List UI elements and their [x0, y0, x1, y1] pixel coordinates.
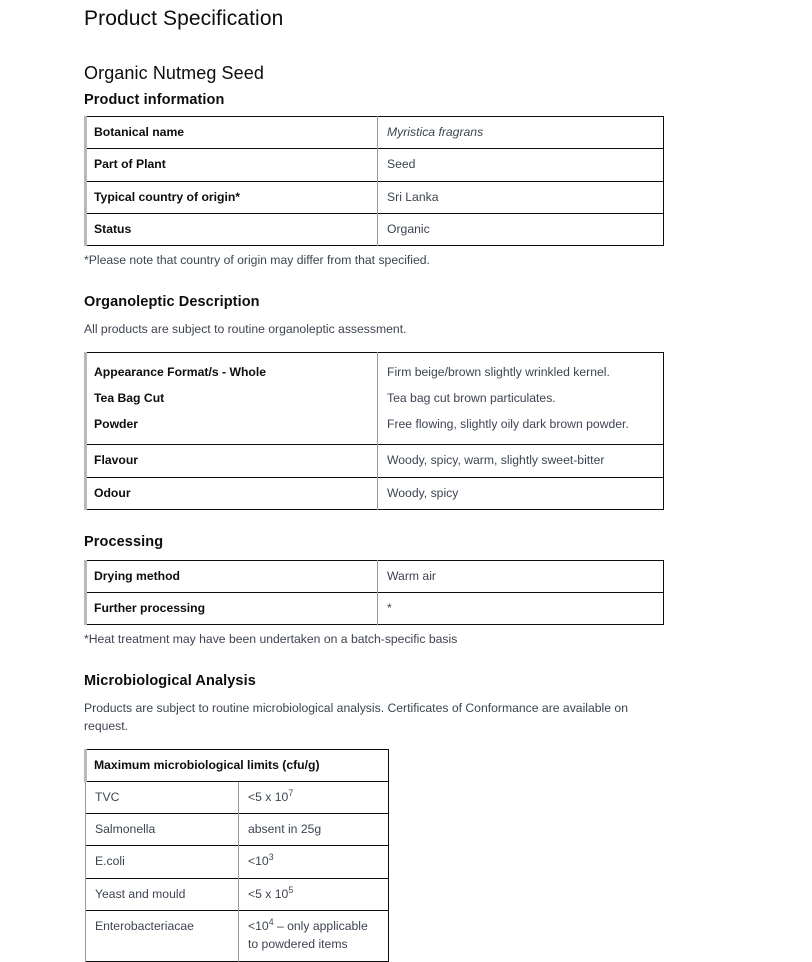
micro-limit-base: absent in 25g: [248, 822, 322, 837]
table-row: [86, 181, 664, 213]
table-row: [86, 814, 389, 846]
row-value: Myristica fragrans: [378, 117, 664, 149]
micro-organism-name: Enterobacteriacae: [86, 911, 239, 962]
micro-limit-value: [239, 814, 389, 846]
document-title: Product Specification: [84, 7, 284, 30]
table-row: [86, 560, 664, 592]
table-row: [86, 911, 389, 962]
product-name-heading: Organic Nutmeg Seed: [84, 63, 264, 83]
row-value: *: [378, 593, 664, 625]
microbiological-body: [86, 749, 389, 961]
processing-table: [84, 560, 664, 626]
organoleptic-intro: All products are subject to routine organoleptic assessment.: [84, 321, 407, 336]
row-value: Warm air: [378, 560, 664, 592]
row-key: Typical country of origin*: [86, 181, 378, 213]
row-value: Organic: [378, 213, 664, 245]
micro-limit-base: <10: [248, 919, 269, 933]
appearance-format-whole: Appearance Format/s - Whole: [94, 364, 267, 379]
table-row: [86, 781, 389, 813]
row-key: Drying method: [86, 560, 378, 592]
row-key: Odour: [86, 477, 378, 509]
product-information-heading: Product information: [84, 92, 225, 108]
appearance-format-teabag: Tea Bag Cut: [94, 390, 165, 405]
table-row: [86, 213, 664, 245]
micro-limit-tail: – only applicable to powdered items: [248, 919, 368, 952]
microbiological-table-header: Maximum microbiological limits (cfu/g): [86, 749, 389, 781]
appearance-description-teabag: Tea bag cut brown particulates.: [387, 390, 556, 405]
table-row: [86, 445, 664, 477]
table-row: [86, 352, 664, 445]
appearance-descriptions-cell: [378, 352, 664, 445]
microbiological-intro: Products are subject to routine microbiological analysis. Certificates of Conformance are available on request.: [84, 701, 628, 733]
row-value: Sri Lanka: [378, 181, 664, 213]
row-key: Status: [86, 213, 378, 245]
micro-limit-exponent: 4: [268, 916, 274, 927]
row-value: Seed: [378, 149, 664, 181]
row-key: Flavour: [86, 445, 378, 477]
table-row: [86, 477, 664, 509]
micro-limit-exponent: 3: [268, 852, 274, 863]
product-information-body: [86, 117, 664, 246]
microbiological-heading: Microbiological Analysis: [84, 673, 256, 690]
micro-organism-name: Salmonella: [86, 814, 239, 846]
row-key: Botanical name: [86, 117, 378, 149]
table-row: [86, 878, 389, 910]
table-row: [86, 846, 389, 878]
product-information-table: [84, 116, 664, 246]
row-key: Further processing: [86, 593, 378, 625]
table-row: [86, 117, 664, 149]
table-row: [86, 149, 664, 181]
organoleptic-table: [84, 352, 664, 510]
appearance-format-powder: Powder: [94, 417, 139, 432]
table-row: [86, 593, 664, 625]
micro-limit-value: [239, 911, 389, 962]
micro-limit-value: [239, 846, 389, 878]
table-header-row: [86, 749, 389, 781]
micro-limit-base: <5 x 10: [248, 886, 289, 901]
origin-footnote: *Please note that country of origin may differ from that specified.: [84, 253, 430, 268]
micro-organism-name: E.coli: [86, 846, 239, 878]
processing-footnote: *Heat treatment may have been undertaken on a batch-specific basis: [84, 632, 458, 647]
micro-limit-exponent: 7: [288, 787, 294, 798]
micro-limit-value: [239, 781, 389, 813]
micro-organism-name: TVC: [86, 781, 239, 813]
microbiological-table: [84, 749, 389, 962]
appearance-description-powder: Free flowing, slightly oily dark brown powder.: [387, 417, 629, 432]
micro-limit-exponent: 5: [288, 884, 294, 895]
organoleptic-heading: Organoleptic Description: [84, 293, 260, 310]
processing-body: [86, 560, 664, 625]
micro-organism-name: Yeast and mould: [86, 878, 239, 910]
row-value: Woody, spicy, warm, slightly sweet-bitter: [378, 445, 664, 477]
micro-limit-value: [239, 878, 389, 910]
row-value: Woody, spicy: [378, 477, 664, 509]
micro-limit-base: <5 x 10: [248, 789, 289, 804]
micro-limit-base: <10: [248, 854, 269, 869]
row-key: Part of Plant: [86, 149, 378, 181]
appearance-description-whole: Firm beige/brown slightly wrinkled kernel.: [387, 364, 610, 379]
organoleptic-body: [86, 352, 664, 509]
processing-heading: Processing: [84, 533, 164, 550]
appearance-formats-cell: [86, 352, 378, 445]
